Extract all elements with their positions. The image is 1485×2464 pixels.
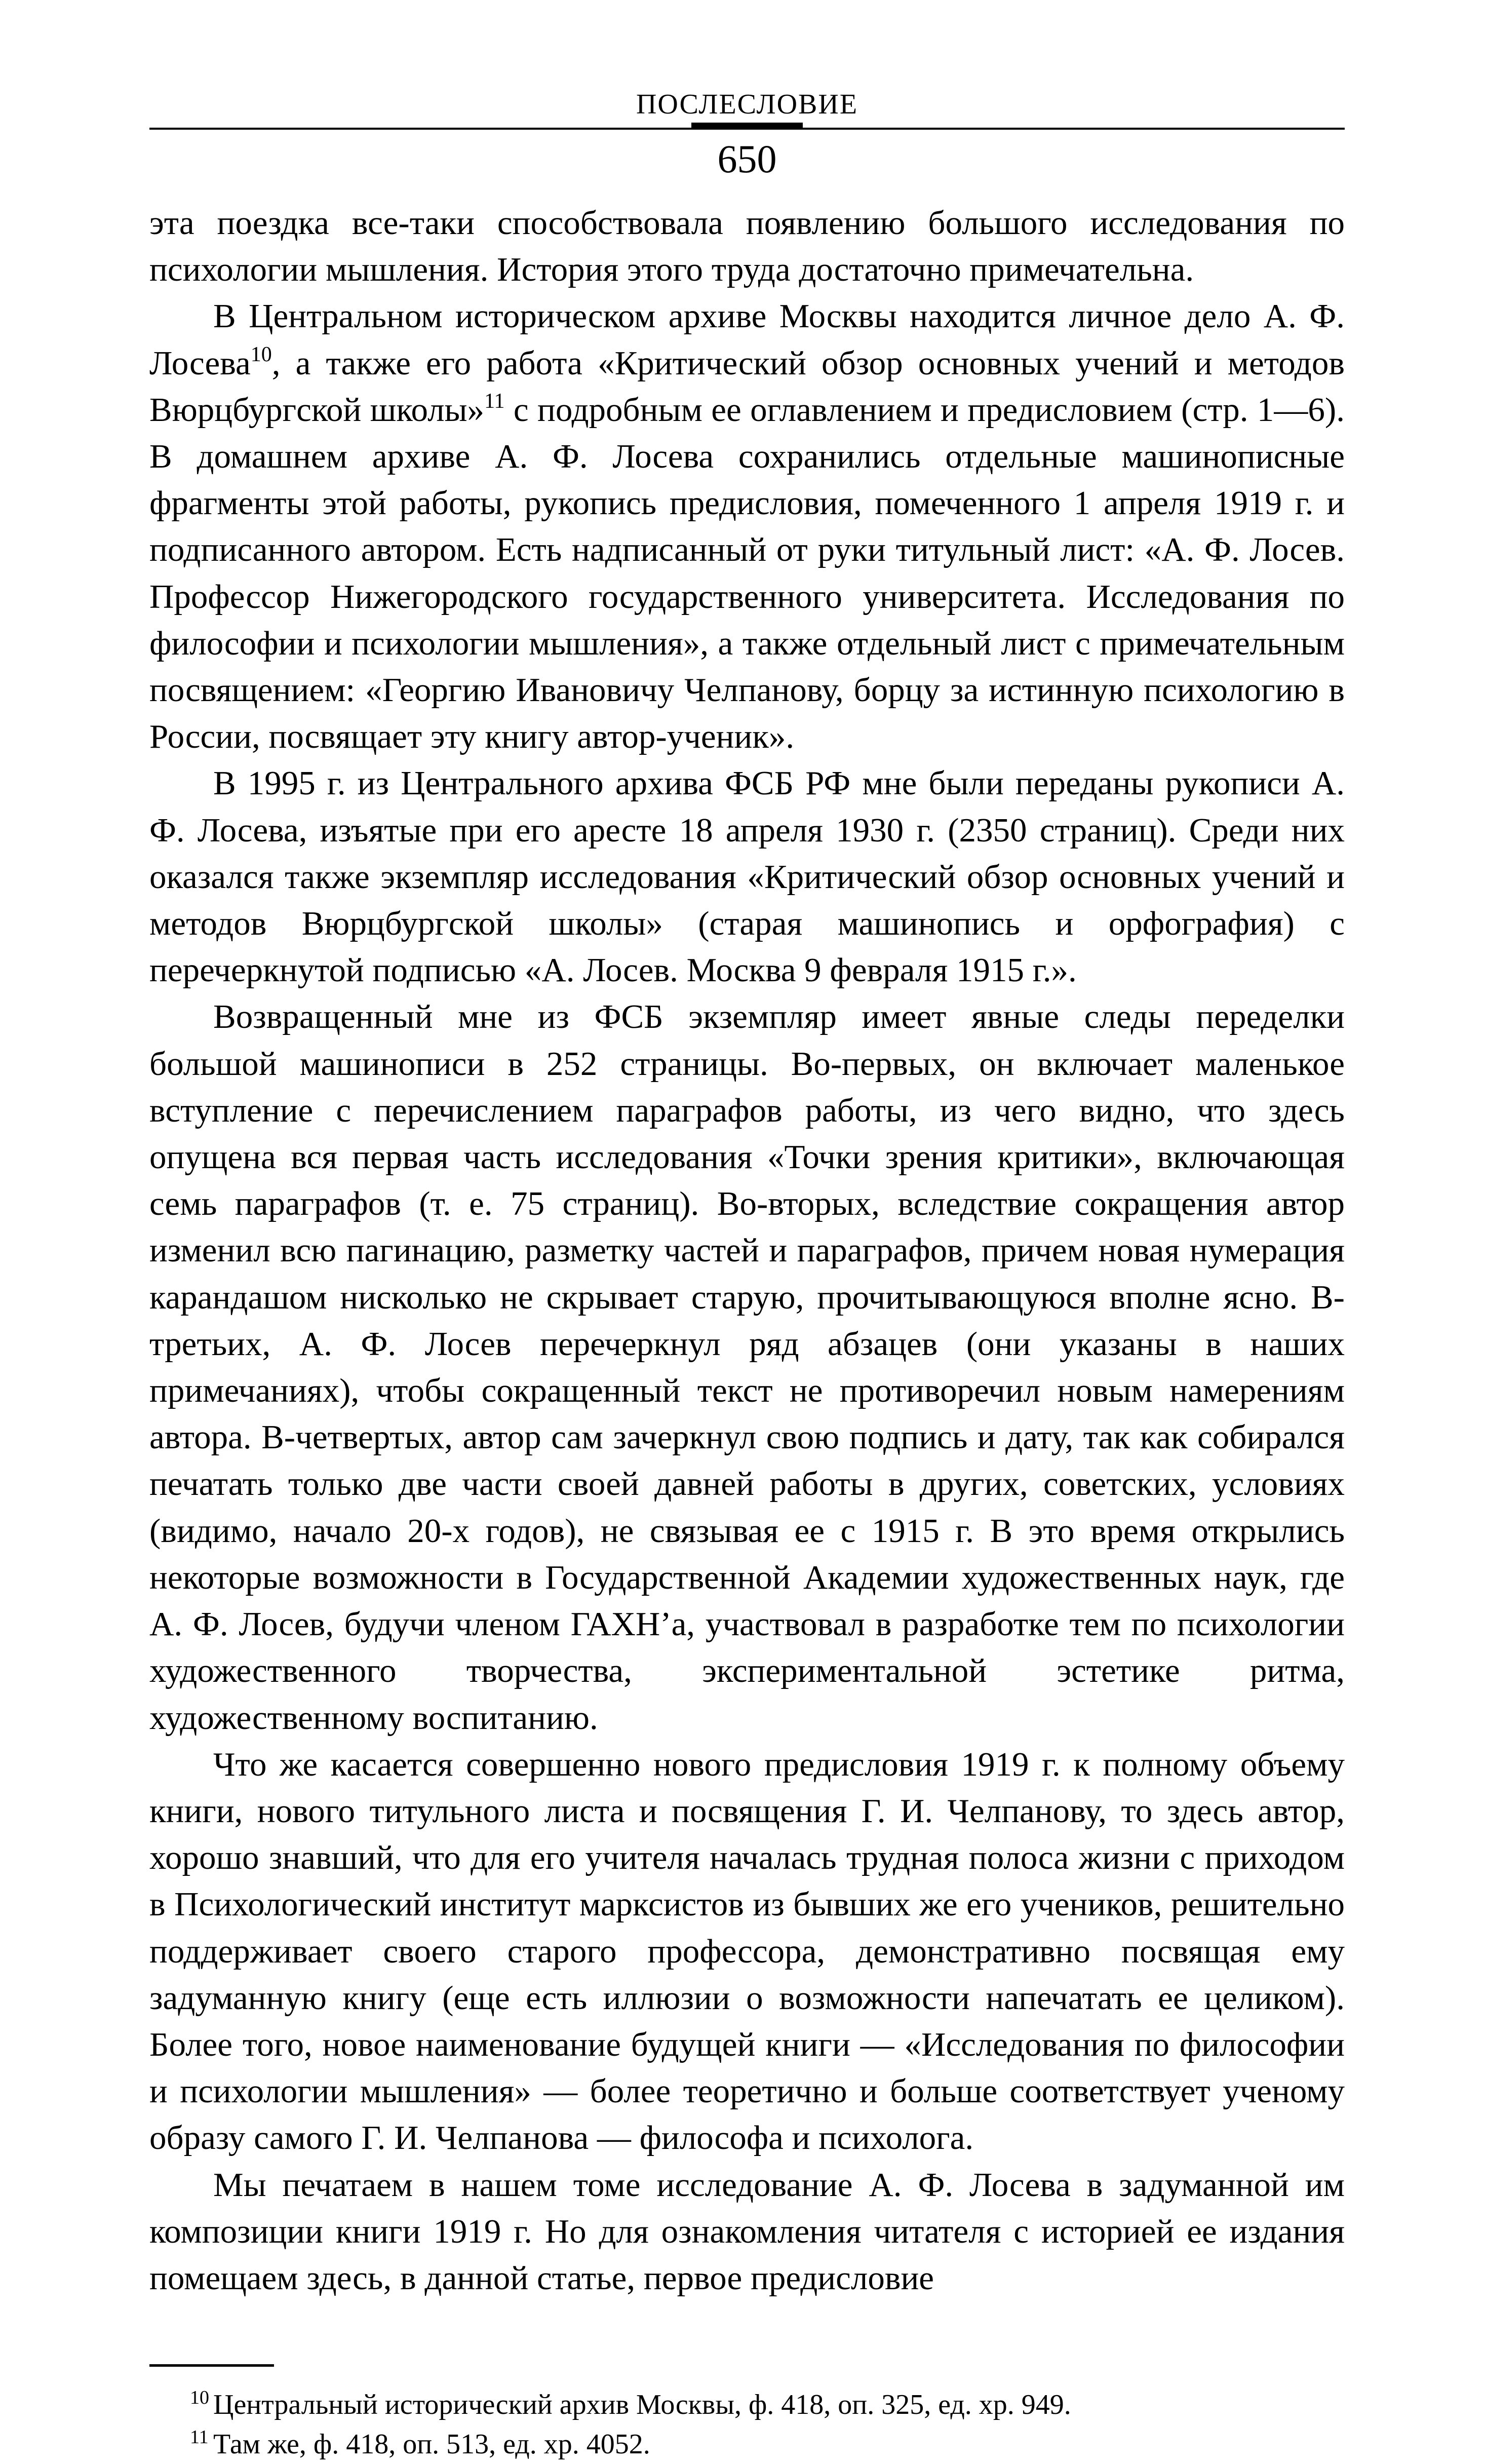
paragraph: В 1995 г. из Центрального архива ФСБ РФ мне были переданы рукописи А. Ф. Лосева, изъятые при его аресте 18 апреля 1930 г. (2350 страниц). Среди них оказался также экземпляр исследования «Критический обзор основных учений и методов Вюрцбургской школы» (старая машинопись и орфография) с перечеркнутой подписью «А. Лосев. Москва 9 февраля 1915 г.». xyxy=(149,764,1345,989)
header-rule xyxy=(149,123,1345,134)
page-number: 650 xyxy=(717,137,777,181)
footnote-rule xyxy=(149,2364,274,2367)
footnotes xyxy=(149,2385,1345,2464)
paragraph: Мы печатаем в нашем томе исследование А. Ф. Лосева в задуманной им композиции книги 1919 г. Но для ознакомления читателя с историей ее издания помещаем здесь, в данной статье, первое предисловие xyxy=(149,2166,1345,2297)
book-page xyxy=(149,86,1345,2460)
header-rule-ornament xyxy=(691,123,803,130)
paragraph: Что же касается совершенно нового предисловия 1919 г. к полному объему книги, нового титульного листа и посвящения Г. И. Челпанову, то здесь автор, хорошо знавший, что для его учителя началась трудная полоса жизни с приходом в Психологический институт марксистов из бывших же его учеников, решительно поддерживает своего старого профессора, демонстративно посвящая ему задуманную книгу (еще есть иллюзии о возможности напечатать ее целиком). Более того, новое наименование будущей книги — «Исследования по философии и психологии мышления» — более теоретично и больше соответствует ученому образу самого Г. И. Челпанова — философа и психолога. xyxy=(149,1745,1345,2157)
footnote-text: Там же, ф. 418, оп. 513, ед. хр. 4052. xyxy=(213,2429,650,2460)
paragraph: эта поездка все-таки способствовала появлению большого исследования по психологии мышления. История этого труда достаточно примечательна. xyxy=(149,204,1345,289)
footnote-mark: 10 xyxy=(190,2387,209,2409)
footnote-ref-10: 10 xyxy=(250,342,272,366)
running-title: ПОСЛЕСЛОВИЕ xyxy=(636,89,858,120)
footnote-ref-11: 11 xyxy=(484,389,505,413)
paragraph: Возвращенный мне из ФСБ экземпляр имеет явные следы переделки большой машинописи в 252 страницы. Во-первых, он включает маленькое вступление с перечислением параграфов работы, из чего видно, что здесь опущена вся первая часть исследования «Точки зрения критики», включающая семь параграфов (т. е. 75 страниц). Во-вторых, вследствие сокращения автор изменил всю пагинацию, разметку частей и параграфов, причем новая нумерация карандашом нисколько не скрывает старую, прочитывающуюся вполне ясно. В-третьих, А. Ф. Лосев перечеркнул ряд абзацев (они указаны в наших примечаниях), чтобы сокращенный текст не противоречил новым намерениям автора. В-четвертых, автор сам зачеркнул свою подпись и дату, так как собирался печатать только две части своей давней работы в других, советских, условиях (видимо, начало 20-х годов), не связывая ее с 1915 г. В это время открылись некоторые возможности в Государственной Академии художественных наук, где А. Ф. Лосев, будучи членом ГАХН’а, участвовал в разработке тем по психологии художественного творчества, экспериментальной эстетике ритма, художественному воспитанию. xyxy=(149,998,1345,1737)
paragraph: В Центральном историческом архиве Москвы находится личное дело А. Ф. Лосева$^{10}$, а также его работа «Критический обзор основных учений и методов Вюрцбургской школы»$^{11}$ с подробным ее оглавлением и предисловием (стр. 1—6). В домашнем архиве А. Ф. Лосева сохранились отдельные машинописные фрагменты этой работы, рукопись предисловия, помеченного 1 апреля 1919 г. и подписанного автором. Есть надписанный от руки титульный лист: «А. Ф. Лосев. Профессор Нижегородского государственного университета. Исследования по философии и психологии мышления», а также отдельный лист с примечательным посвящением: «Георгию Ивановичу Челпанову, борцу за истинную психологию в России, посвящает эту книгу автор-ученик». xyxy=(149,297,1345,756)
body-text xyxy=(149,200,1345,2301)
footnote-mark: 11 xyxy=(190,2427,209,2448)
footnote-text: Центральный исторический архив Москвы, ф. 418, оп. 325, ед. хр. 949. xyxy=(213,2389,1071,2421)
footnote xyxy=(149,2385,1345,2424)
footnote xyxy=(149,2424,1345,2464)
